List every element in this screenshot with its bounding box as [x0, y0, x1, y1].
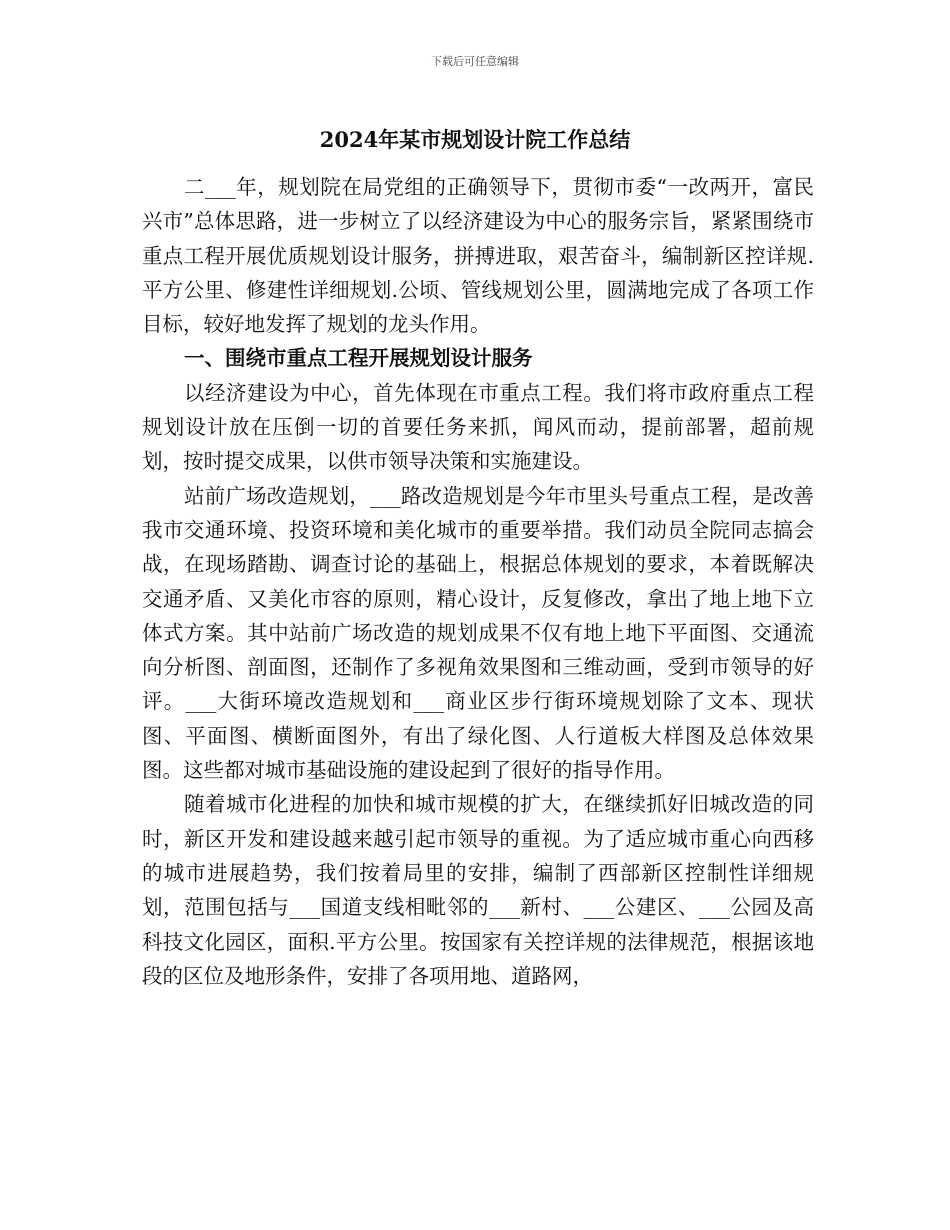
document-title: 2024年某市规划设计院工作总结: [319, 127, 631, 152]
paragraph-key-projects: 以经济建设为中心，首先体现在市重点工程。我们将市政府重点工程规划设计放在压倒一切的首要任务来抓，闻风而动，提前部署，超前规划，按时提交成果，以供市领导决策和实施建设。: [142, 380, 814, 474]
paragraph-station-square: 站前广场改造规划，___路改造规划是今年市里头号重点工程，是改善我市交通环境、投资环境和美化城市的重要举措。我们动员全院同志搞会战，在现场踏勘、调查讨论的基础上，根据总体规划的要求，本着既解决交通矛盾、又美化市容的原则，精心设计，反复修改，拿出了地上地下立体式方案。其中站前广场改造的规划成果不仅有地上地下平面图、交通流向分析图、剖面图，还制作了多视角效果图和三维动画，受到市领导的好评。___大街环境改造规划和___商业区步行街环境规划除了文本、现状图、平面图、横断面图外，有出了绿化图、人行道板大样图及总体效果图。这些都对城市基础设施的建设起到了很好的指导作用。: [142, 483, 814, 783]
paragraph-new-district: 随着城市化进程的加快和城市规模的扩大，在继续抓好旧城改造的同时，新区开发和建设越来越引起市领导的重视。为了适应城市重心向西移的城市进展趋势，我们按着局里的安排，编制了西部新区控制性详细规划，范围包括与___国道支线相毗邻的___新村、___公建区、___公园及高科技文化园区，面积.平方公里。按国家有关控详规的法律规范，根据该地段的区位及地形条件，安排了各项用地、道路网，: [142, 792, 814, 988]
header-note: 下载后可任意编辑: [431, 55, 519, 68]
section-heading-1: 一、围绕市重点工程开展规划设计服务: [184, 346, 533, 371]
document-body: [142, 170, 814, 993]
paragraph-intro: 二___年，规划院在局党组的正确领导下，贯彻市委“一改两开，富民兴市”总体思路，进一步树立了以经济建设为中心的服务宗旨，紧紧围绕市重点工程开展优质规划设计服务，拼搏进取，艰苦奋斗，编制新区控详规.平方公里、修建性详细规划.公顷、管线规划公里，圆满地完成了各项工作目标，较好地发挥了规划的龙头作用。: [142, 175, 814, 337]
